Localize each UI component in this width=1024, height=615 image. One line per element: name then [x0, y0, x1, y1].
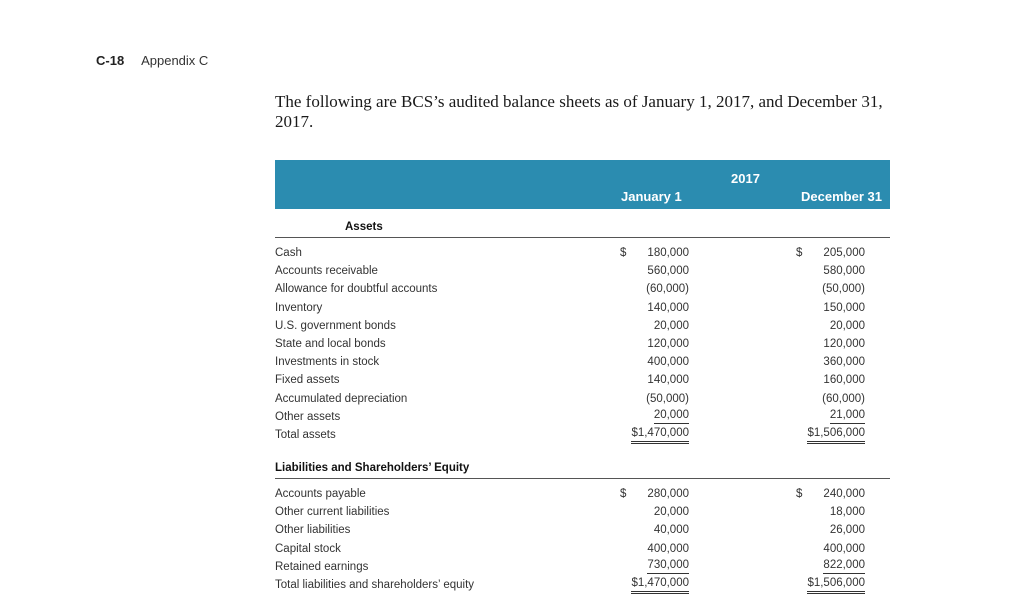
- table-row: [275, 317, 890, 335]
- liabilities-rows: [275, 485, 890, 594]
- row-label: Total liabilities and shareholders’ equity: [275, 579, 475, 591]
- table-row: [275, 558, 890, 576]
- table-row: [275, 335, 890, 353]
- amount: 180,000: [647, 247, 689, 259]
- row-label: Investments in stock: [275, 356, 380, 369]
- amount: 160,000: [823, 374, 865, 387]
- dollar-sign: $: [796, 247, 803, 259]
- amount: 400,000: [647, 356, 689, 369]
- row-label: U.S. government bonds: [275, 319, 396, 332]
- row-label: Cash: [275, 247, 302, 259]
- row-label: Other current liabilities: [275, 506, 390, 519]
- table-row: [275, 353, 890, 371]
- liabilities-section-title: Liabilities and Shareholders’ Equity: [275, 450, 890, 479]
- row-label: Capital stock: [275, 542, 341, 555]
- amount: 240,000: [823, 488, 865, 501]
- table-row: [275, 408, 890, 426]
- column-heading-december: December 31: [801, 189, 882, 204]
- amount: 822,000: [823, 558, 865, 574]
- amount: 140,000: [647, 301, 689, 314]
- amount: $1,506,000: [807, 426, 865, 444]
- row-label: Accounts payable: [275, 488, 366, 501]
- amount: 205,000: [823, 247, 865, 259]
- balance-sheet-table: [275, 160, 890, 594]
- amount: (60,000): [822, 392, 865, 405]
- assets-section-title: Assets: [275, 209, 890, 238]
- table-row: [275, 244, 890, 262]
- amount: 400,000: [647, 542, 689, 555]
- dollar-sign: $: [620, 247, 627, 259]
- amount: 730,000: [647, 558, 689, 574]
- amount: 580,000: [823, 265, 865, 278]
- dollar-sign: $: [796, 488, 803, 501]
- amount: (50,000): [822, 283, 865, 296]
- row-label: Fixed assets: [275, 374, 340, 387]
- table-row: [275, 503, 890, 521]
- assets-rows: [275, 244, 890, 444]
- amount: 40,000: [653, 524, 689, 537]
- row-label: State and local bonds: [275, 337, 386, 350]
- amount: 20,000: [654, 408, 689, 424]
- amount: (50,000): [646, 392, 689, 405]
- table-row: [275, 540, 890, 558]
- row-label: Other liabilities: [275, 524, 351, 537]
- appendix-label: Appendix C: [141, 53, 209, 68]
- amount: 20,000: [653, 506, 689, 519]
- amount: 560,000: [647, 265, 689, 278]
- table-row: [275, 521, 890, 539]
- amount: 360,000: [823, 356, 865, 369]
- year-heading: 2017: [731, 171, 760, 186]
- row-label: Total assets: [275, 428, 336, 441]
- page-header: [96, 53, 208, 68]
- page-number: C-18: [96, 53, 125, 68]
- row-label: Allowance for doubtful accounts: [275, 283, 438, 296]
- table-row: [275, 280, 890, 298]
- row-label: Inventory: [275, 301, 323, 314]
- table-row: [275, 390, 890, 408]
- amount: 400,000: [823, 542, 865, 555]
- amount: 20,000: [829, 319, 865, 332]
- table-row: [275, 426, 890, 444]
- amount: $1,470,000: [631, 426, 689, 444]
- amount: 140,000: [647, 374, 689, 387]
- table-row: [275, 485, 890, 503]
- row-label: Retained earnings: [275, 560, 369, 573]
- amount: $1,506,000: [807, 576, 865, 594]
- table-header-bar: [275, 160, 890, 209]
- table-row: [275, 262, 890, 280]
- amount: (60,000): [646, 283, 689, 296]
- amount: 21,000: [830, 408, 865, 424]
- amount: $1,470,000: [631, 576, 689, 594]
- amount: 20,000: [653, 319, 689, 332]
- amount: 150,000: [823, 301, 865, 314]
- dollar-sign: $: [620, 488, 627, 501]
- row-label: Accumulated depreciation: [275, 392, 408, 405]
- table-row: [275, 371, 890, 389]
- amount: 120,000: [647, 337, 689, 350]
- row-label: Accounts receivable: [275, 265, 378, 278]
- table-row: [275, 576, 890, 594]
- row-label: Other assets: [275, 410, 341, 423]
- intro-paragraph: The following are BCS’s audited balance sheets as of January 1, 2017, and December 31, 2017.: [275, 92, 883, 131]
- amount: 120,000: [823, 337, 865, 350]
- column-heading-january: January 1: [621, 189, 682, 204]
- amount: 18,000: [829, 506, 865, 519]
- amount: 280,000: [647, 488, 689, 501]
- amount: 26,000: [829, 524, 865, 537]
- table-row: [275, 299, 890, 317]
